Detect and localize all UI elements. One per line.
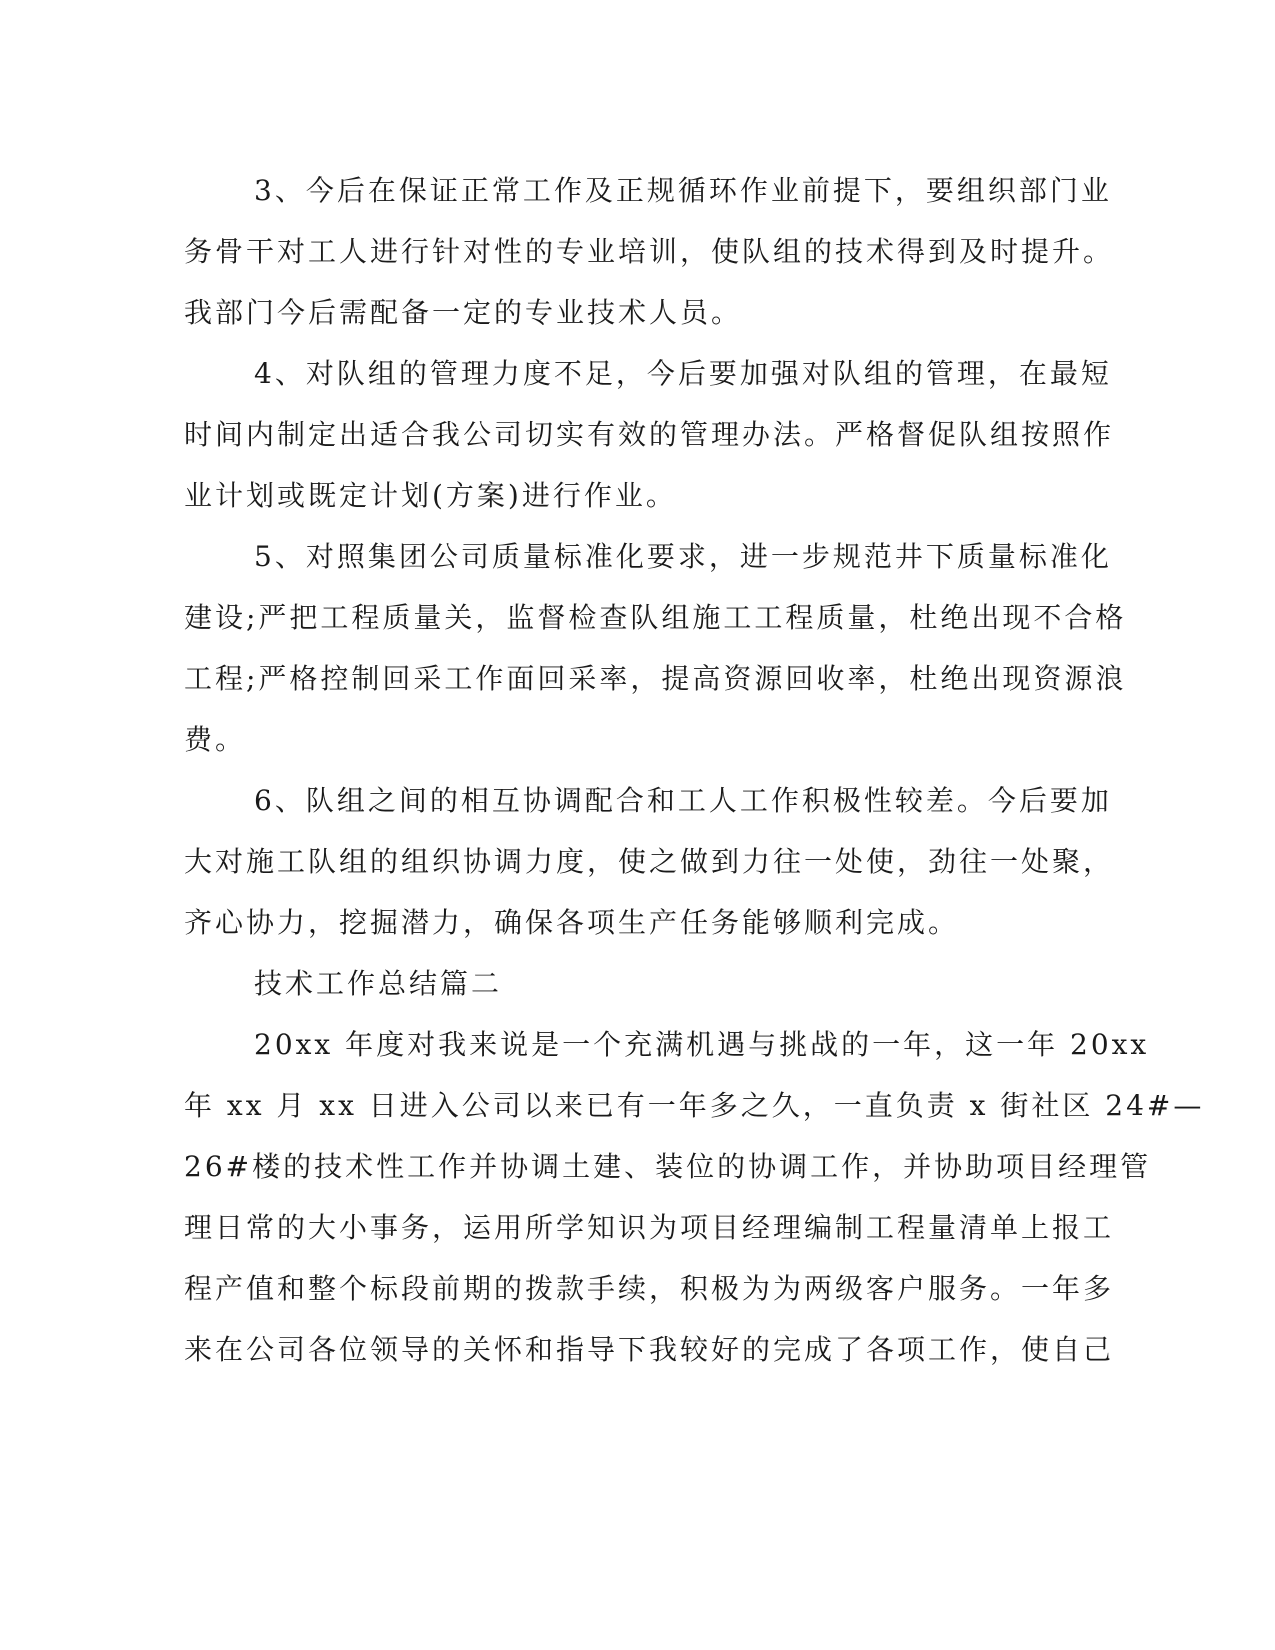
text-line: 来在公司各位领导的关怀和指导下我较好的完成了各项工作，使自己 bbox=[184, 1333, 1115, 1366]
text-line: 时间内制定出适合我公司切实有效的管理办法。严格督促队组按照作 bbox=[184, 418, 1115, 451]
text-line: 大对施工队组的组织协调力度，使之做到力往一处使，劲往一处聚， bbox=[184, 845, 1115, 878]
text-line: 我部门今后需配备一定的专业技术人员。 bbox=[184, 296, 743, 329]
text-line: 20xx 年度对我来说是一个充满机遇与挑战的一年，这一年 20xx bbox=[254, 1028, 1150, 1061]
text-line: 费。 bbox=[184, 723, 247, 756]
text-line: 年 xx 月 xx 日进入公司以来已有一年多之久，一直负责 x 街社区 24#— bbox=[184, 1089, 1205, 1122]
paragraph-item-6 bbox=[184, 770, 1115, 953]
paragraph-item-3 bbox=[184, 160, 1115, 343]
paragraph-item-4 bbox=[184, 343, 1115, 526]
section-heading bbox=[184, 953, 1064, 1014]
paragraph-intro bbox=[184, 1014, 1205, 1380]
text-line: 6、队组之间的相互协调配合和工人工作积极性较差。今后要加 bbox=[254, 784, 1112, 817]
document-body bbox=[184, 160, 1205, 1380]
text-line: 建设;严把工程质量关，监督检查队组施工工程质量，杜绝出现不合格 bbox=[184, 601, 1127, 634]
text-line: 理日常的大小事务，运用所学知识为项目经理编制工程量清单上报工 bbox=[184, 1211, 1115, 1244]
text-line: 工程;严格控制回采工作面回采率，提高资源回收率，杜绝出现资源浪 bbox=[184, 662, 1127, 695]
text-line: 26#楼的技术性工作并协调土建、装位的协调工作，并协助项目经理管 bbox=[184, 1150, 1152, 1183]
text-line: 业计划或既定计划(方案)进行作业。 bbox=[184, 479, 677, 512]
text-line: 务骨干对工人进行针对性的专业培训，使队组的技术得到及时提升。 bbox=[184, 235, 1115, 268]
text-line: 5、对照集团公司质量标准化要求，进一步规范井下质量标准化 bbox=[254, 540, 1112, 573]
paragraph-item-5 bbox=[184, 526, 1127, 770]
text-line: 3、今后在保证正常工作及正规循环作业前提下，要组织部门业 bbox=[254, 174, 1112, 207]
text-line: 4、对队组的管理力度不足，今后要加强对队组的管理，在最短 bbox=[254, 357, 1112, 390]
text-line: 程产值和整个标段前期的拨款手续，积极为为两级客户服务。一年多 bbox=[184, 1272, 1115, 1305]
section-heading-text: 技术工作总结篇二 bbox=[254, 967, 503, 1000]
text-line: 齐心协力，挖掘潜力，确保各项生产任务能够顺利完成。 bbox=[184, 906, 960, 939]
